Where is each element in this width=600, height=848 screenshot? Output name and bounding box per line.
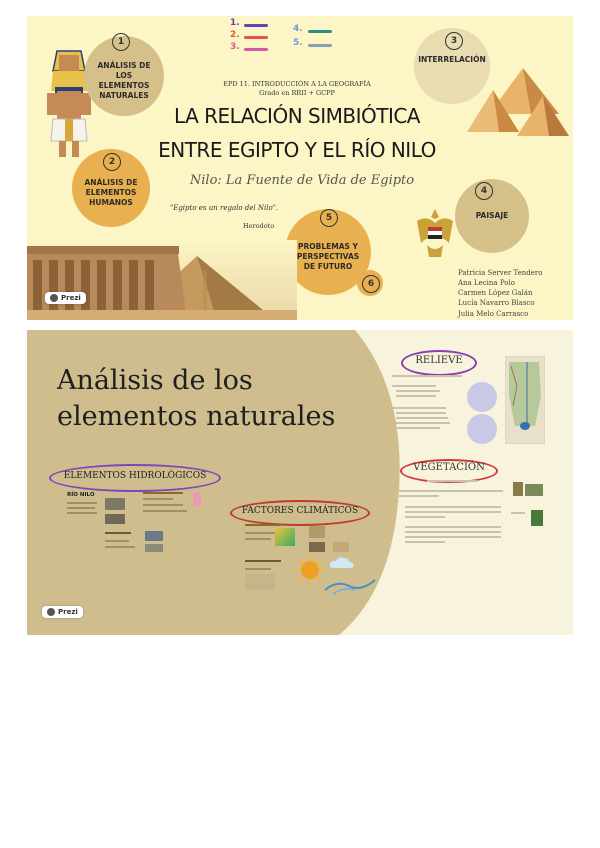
prezi-badge[interactable] [42,606,83,618]
index-list [230,18,340,58]
text-line [396,422,450,424]
text-line [405,511,501,513]
author-5: Julia Melo Carrasco [458,309,529,318]
clima-photo-2 [309,542,325,552]
index-bar-4 [308,30,332,33]
text-line [245,568,271,570]
vegetacion-photo-3 [531,510,543,526]
text-line [399,495,439,497]
circle-natural-number: 1 [112,33,130,51]
text-line [392,375,462,377]
prezi-label: Prezi [61,294,81,302]
circle-problems-number: 5 [320,209,338,227]
text-line [405,531,501,533]
text-line [511,512,525,514]
text-line [396,427,440,429]
text-line [143,510,187,512]
text-line [245,524,281,526]
relieve-bubble-1[interactable] [467,382,497,412]
text-line [143,498,173,500]
index-bar-2 [244,36,268,39]
course-label: EPD 11. INTRODUCCIÓN A LA GEOGRAFÍA [223,80,371,88]
index-number-3: 3. [230,42,240,52]
egypt-eagle-emblem [413,205,457,263]
page-title-line1: Análisis de los [57,365,253,396]
text-line [105,546,135,548]
hidro-heading: ELEMENTOS HIDROLÓGICOS [63,471,207,481]
title-slide [27,16,573,320]
hidro-photo-4 [145,544,163,552]
clima-heading: FACTORES CLIMÁTICOS [241,506,359,516]
text-line [143,492,183,494]
index-bar-3 [244,48,268,51]
text-line [396,417,448,419]
text-line [427,480,477,482]
text-line [67,502,97,504]
page-title-line2: elementos naturales [57,401,336,432]
text-line [67,507,95,509]
vegetacion-heading: VEGETACIÓN [413,462,485,473]
circle-interrelation-label: INTERRELACIÓN [418,54,486,64]
quote-text: "Egipto es un regalo del Nilo". [170,204,279,212]
text-line [143,504,183,506]
text-line [105,532,131,534]
clima-photo-3 [333,542,349,552]
text-line [392,385,436,387]
vegetacion-photo-2 [525,484,543,496]
vegetacion-photo-1 [513,482,523,496]
saqqara-photo [27,240,297,320]
index-number-4: 4. [293,24,303,34]
author-2: Ana Lecina Polo [458,279,515,288]
author-3: Carmen López Galán [458,289,533,298]
hidro-photo-1 [105,498,125,510]
climate-map [275,528,295,546]
relieve-bubble-2[interactable] [467,414,497,444]
text-line [399,490,503,492]
text-line [396,395,436,397]
text-line [405,536,501,538]
hidro-photo-2 [105,514,125,524]
text-line [245,560,281,562]
circle-human-label: ANÁLISIS DE ELEMENTOS HUMANOS [84,177,138,208]
text-line [245,538,271,540]
quote-author: Herodoto [243,222,275,230]
circle-human-number: 2 [103,153,121,171]
prezi-logo-icon [47,608,55,616]
authors-list [458,268,568,319]
prezi-badge[interactable] [45,292,86,304]
natural-elements-slide [27,330,573,635]
clima-photo-4 [245,574,275,590]
text-line [392,407,446,409]
clima-photo-1 [309,526,325,538]
index-bar-5 [308,44,332,47]
circle-landscape-label: PAISAJE [475,210,509,220]
page-title-line1: LA RELACIÓN SIMBIÓTICA [173,104,420,128]
cloud-icon [329,556,355,570]
egypt-relief-map [505,356,545,444]
pyramids-illustration [459,66,571,138]
circle-natural-label: ANÁLISIS DE LOS ELEMENTOS NATURALES [97,60,151,101]
text-line [396,412,446,414]
rio-nilo-label: RÍO NILO [67,492,95,498]
prezi-logo-icon [50,294,58,302]
author-4: Lucía Navarro Blasco [458,299,535,308]
circle-problems-label: PROBLEMAS Y PERSPECTIVAS DE FUTURO [296,241,360,272]
circle-six-number: 6 [362,275,380,293]
text-line [405,506,501,508]
index-number-5: 5. [293,38,303,48]
wind-icon [323,574,379,596]
sun-icon [295,555,325,585]
author-1: Patricia Server Tendero [458,269,543,277]
text-line [405,526,501,528]
relieve-heading: RELIEVE [415,355,463,366]
prezi-label: Prezi [58,608,78,616]
text-line [396,390,440,392]
hidro-pink-icon [193,492,201,506]
hidro-photo-3 [145,531,163,541]
circle-interrelation-number: 3 [445,32,463,50]
text-line [105,540,129,542]
subtitle: Nilo: La Fuente de Vida de Egipto [189,173,415,188]
text-line [245,532,275,534]
page-title-line2: ENTRE EGIPTO Y EL RÍO NILO [158,138,436,162]
text-line [405,516,445,518]
circle-landscape-number: 4 [475,182,493,200]
index-number-1: 1. [230,18,240,28]
text-line [67,512,97,514]
text-line [405,541,445,543]
degree-label: Grado en RRII + GCPP [259,89,335,97]
index-number-2: 2. [230,30,240,40]
index-bar-1 [244,24,268,27]
